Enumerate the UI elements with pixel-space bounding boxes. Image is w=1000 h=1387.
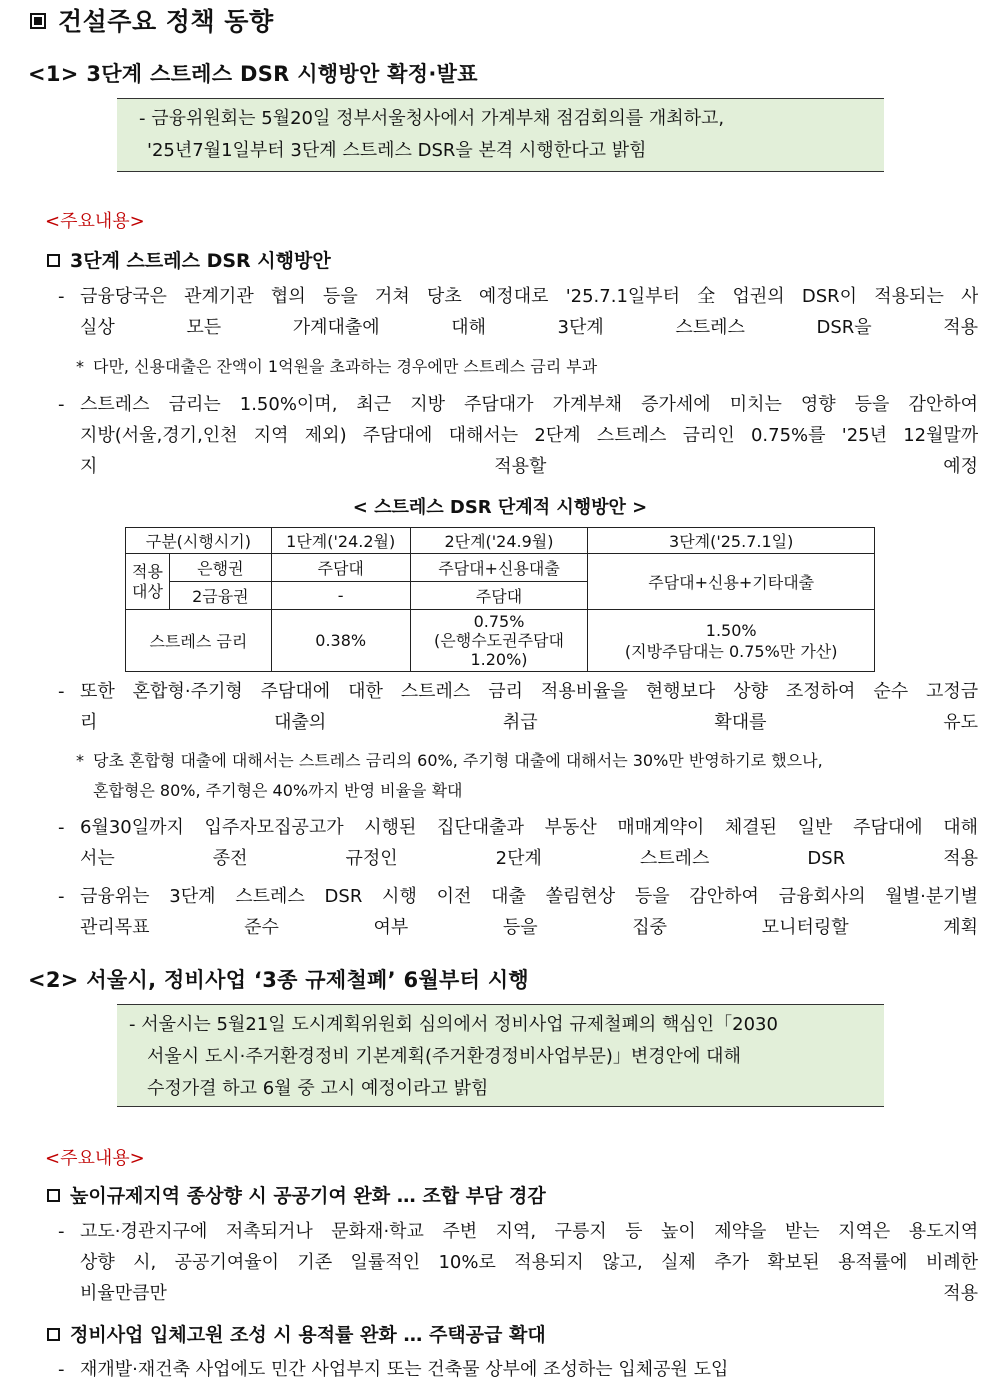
- bullet-line: 6월30일까지 입주자모집공고가 시행된 집단대출과 부동산 매매계약이 체결된 일반 주담대에 대해: [80, 817, 978, 838]
- table-cell: 주담대: [271, 554, 410, 582]
- table-header-cell: 1단계('24.2월): [271, 528, 410, 554]
- summary-line: 수정가결 하고 6월 중 고시 예정이라고 밝힘: [147, 1078, 489, 1099]
- footnote: * 당초 혼합형 대출에 대해서는 스트레스 금리의 60%, 주기형 대출에 대해서는 30%만 반영하기로 했으나, 혼합형은 80%, 주기형은 40%까지 반영 비율을 확대: [76, 751, 823, 800]
- checkbox-icon: [47, 254, 60, 267]
- footnote: * 다만, 신용대출은 잔액이 1억원을 초과하는 경우에만 스트레스 금리 부과: [76, 357, 598, 376]
- table-cell: 적용 대상: [126, 554, 170, 610]
- section2-summary: [117, 1004, 884, 1107]
- table-cell: 0.38%: [271, 610, 410, 672]
- filled-square-icon: [30, 13, 46, 29]
- bullet-line: 지 적용할 예정: [80, 456, 978, 477]
- checkbox-icon: [47, 1328, 60, 1341]
- table-header-cell: 3단계('25.7.1일): [588, 528, 875, 554]
- bullet-item: - 또한 혼합형·주기형 주담대에 대한 스트레스 금리 적용비율을 현행보다 상향 조정하여 순수 고정금 리 대출의 취급 확대를 유도: [58, 676, 978, 738]
- summary-line: 서울시 도시·주거환경정비 기본계획(주거환경정비사업부문)」변경안에 대해: [147, 1046, 741, 1067]
- section1-summary: [117, 98, 884, 172]
- bullet-line: 금융위는 3단계 스트레스 DSR 시행 이전 대출 쏠림현상 등을 감안하여 금융회사의 월별·분기별: [80, 886, 978, 907]
- bullet-line: 실상 모든 가계대출에 대해 3단계 스트레스 DSR을 적용: [80, 317, 978, 338]
- table-cell: 주담대: [410, 582, 588, 610]
- stress-dsr-table: [125, 527, 875, 672]
- bullet-line: 금융당국은 관계기관 협의 등을 거쳐 당초 예정대로 '25.7.1일부터 全 업권의 DSR이 적용되는 사: [80, 286, 978, 307]
- table-row: [126, 554, 875, 582]
- bullet-line: 리 대출의 취급 확대를 유도: [80, 712, 978, 733]
- table-header-row: [126, 528, 875, 554]
- key-contents-label: <주요내용>: [45, 211, 145, 232]
- bullet-item: - 고도·경관지구에 저촉되거나 문화재·학교 주변 지역, 구릉지 등 높이 제약을 받는 지역은 용도지역 상향 시, 공공기여율이 기존 일률적인 10%로 적용되지 않고, 실제 추가 확보된 용적률에 비례한 비율만큼만 적용: [58, 1216, 978, 1309]
- subheading: 높이규제지역 종상향 시 공공기여 완화 … 조합 부담 경감: [47, 1181, 546, 1208]
- checkbox-icon: [47, 1189, 60, 1202]
- bullet-line: 지방(서울,경기,인천 지역 제외) 주담대에 대해서는 2단계 스트레스 금리인 0.75%를 '25년 12월말까: [80, 425, 978, 446]
- key-contents-label: <주요내용>: [45, 1148, 145, 1169]
- table-cell: 0.75% (은행수도권주담대 1.20%): [410, 610, 588, 672]
- bullet-line: 재개발·재건축 사업에도 민간 사업부지 또는 건축물 상부에 조성하는 입체공원 도입: [80, 1359, 729, 1380]
- page-title: 건설주요 정책 동향: [30, 2, 274, 38]
- bullet-item: - 6월30일까지 입주자모집공고가 시행된 집단대출과 부동산 매매계약이 체결된 일반 주담대에 대해 서는 종전 규정인 2단계 스트레스 DSR 적용: [58, 812, 978, 874]
- bullet-line: 상향 시, 공공기여율이 기존 일률적인 10%로 적용되지 않고, 실제 추가 확보된 용적률에 비례한: [80, 1252, 978, 1273]
- table-cell: -: [271, 582, 410, 610]
- summary-line: '25년7월1일부터 3단계 스트레스 DSR을 본격 시행한다고 밝힘: [147, 140, 647, 161]
- section1-title: <1> 3단계 스트레스 DSR 시행방안 확정·발표: [28, 62, 478, 86]
- table-cell: 은행권: [169, 554, 271, 582]
- table-caption: < 스트레스 DSR 단계적 시행방안 >: [352, 497, 648, 518]
- bullet-item: - 재개발·재건축 사업에도 민간 사업부지 또는 건축물 상부에 조성하는 입체공원 도입: [58, 1354, 978, 1385]
- table-cell: 주담대+신용+기타대출: [588, 554, 875, 610]
- bullet-item: - 금융위는 3단계 스트레스 DSR 시행 이전 대출 쏠림현상 등을 감안하여 금융회사의 월별·분기별 관리목표 준수 여부 등을 집중 모니터링할 계획: [58, 881, 978, 943]
- table-cell: 스트레스 금리: [126, 610, 272, 672]
- table-cell: 2금융권: [169, 582, 271, 610]
- table-header-cell: 구분(시행시기): [126, 528, 272, 554]
- bullet-line: 관리목표 준수 여부 등을 집중 모니터링할 계획: [80, 917, 978, 938]
- bullet-line: 비율만큼만 적용: [80, 1283, 978, 1304]
- table-header-cell: 2단계('24.9월): [410, 528, 588, 554]
- table-cell: 주담대+신용대출: [410, 554, 588, 582]
- bullet-line: 서는 종전 규정인 2단계 스트레스 DSR 적용: [80, 848, 978, 869]
- bullet-line: 또한 혼합형·주기형 주담대에 대한 스트레스 금리 적용비율을 현행보다 상향 조정하여 순수 고정금: [80, 681, 978, 702]
- bullet-line: 스트레스 금리는 1.50%이며, 최근 지방 주담대가 가계부채 증가세에 미치는 영향 등을 감안하여: [80, 394, 978, 415]
- subheading: 정비사업 입체고원 조성 시 용적률 완화 … 주택공급 확대: [47, 1320, 546, 1347]
- section2-title: <2> 서울시, 정비사업 ‘3종 규제철폐’ 6월부터 시행: [28, 968, 529, 992]
- bullet-item: - 금융당국은 관계기관 협의 등을 거쳐 당초 예정대로 '25.7.1일부터 全 업권의 DSR이 적용되는 사 실상 모든 가계대출에 대해 3단계 스트레스 DSR을 적용: [58, 281, 978, 343]
- bullet-line: 고도·경관지구에 저촉되거나 문화재·학교 주변 지역, 구릉지 등 높이 제약을 받는 지역은 용도지역: [80, 1221, 978, 1242]
- table-cell: 1.50% (지방주담대는 0.75%만 가산): [588, 610, 875, 672]
- table-row: [126, 610, 875, 672]
- summary-line: - 서울시는 5월21일 도시계획위원회 심의에서 정비사업 규제철폐의 핵심인「2030: [129, 1014, 778, 1035]
- bullet-item: - 스트레스 금리는 1.50%이며, 최근 지방 주담대가 가계부채 증가세에 미치는 영향 등을 감안하여 지방(서울,경기,인천 지역 제외) 주담대에 대해서는 2단계 스트레스 금리인 0.75%를 '25년 12월말까 지 적용할 예정: [58, 389, 978, 482]
- subheading: 3단계 스트레스 DSR 시행방안: [47, 246, 331, 273]
- summary-line: - 금융위원회는 5월20일 정부서울청사에서 가계부채 점검회의를 개최하고,: [139, 108, 725, 129]
